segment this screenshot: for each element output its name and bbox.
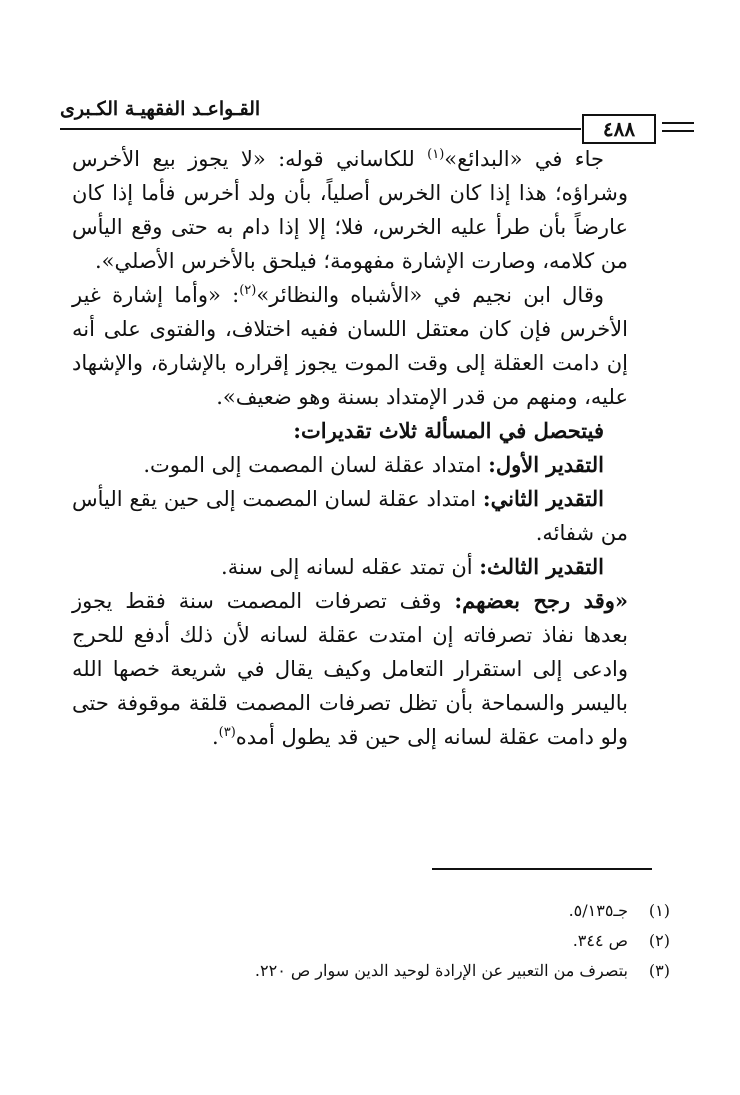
footnote-separator	[432, 868, 652, 870]
estimate-first	[72, 448, 628, 482]
header-double-dash	[662, 122, 694, 132]
footnote-text: ص ٣٤٤.	[572, 931, 628, 950]
footnote-ref-3[interactable]: (٣)	[218, 725, 236, 740]
estimate-label: التقدير الثالث:	[479, 554, 604, 579]
paragraph-end: .	[211, 725, 219, 749]
footnote-number: (٢)	[648, 931, 670, 950]
preference-label: «وقد رجح بعضهم:	[454, 588, 628, 613]
estimate-text: أن تمتد عقله لسانه إلى سنة.	[221, 555, 480, 579]
page-header	[60, 98, 676, 141]
footnote-item	[200, 926, 670, 956]
footnote-number: (١)	[648, 901, 670, 920]
footnote-ref-1[interactable]: (١)	[427, 147, 445, 162]
estimate-second	[72, 482, 628, 550]
paragraph-text: للكاساني قوله: «لا يجوز بيع الأخرس وشراؤه؛ هذا إذا كان الخرس أصلياً، بأن ولد أخرس فأما إذا كان عارضاً بأن طرأ عليه الخرس، فلا؛ إلا إذا دام به حتى وقع اليأس من كلامه، وصارت الإشارة مفهومة؛ فيلحق بالأخرس الأصلي».	[72, 147, 628, 273]
paragraph-preference	[72, 584, 628, 754]
body-text	[72, 142, 628, 754]
paragraph-text: : «وأما إشارة غير الأخرس فإن كان معتقل اللسان ففيه اختلاف، والفتوى على أنه إن دامت العقلة إلى وقت الموت يجوز إقراره بالإشارة، والإشهاد عليه، ومنهم من قدر الإمتداد بسنة وهو ضعيف».	[72, 283, 628, 409]
estimate-label: التقدير الأول:	[488, 452, 604, 477]
footnote-text: جـ٥/١٣٥.	[568, 901, 628, 920]
footnotes	[200, 896, 670, 986]
estimate-text: امتداد عقلة لسان المصمت إلى الموت.	[143, 453, 489, 477]
estimate-third	[72, 550, 628, 584]
paragraph-ibn-nujaym	[72, 278, 628, 414]
header-rule	[60, 128, 581, 130]
footnote-number: (٣)	[648, 961, 670, 980]
footnote-ref-2[interactable]: (٢)	[239, 283, 257, 298]
paragraph-text: جاء في «البدائع»	[444, 147, 604, 171]
paragraph-text: وقال ابن نجيم في «الأشباه والنظائر»	[256, 283, 604, 307]
estimate-text: امتداد عقلة لسان المصمت إلى حين يقع اليأس من شفائه.	[72, 487, 628, 545]
footnote-item	[200, 956, 670, 986]
running-title: القـواعـد الفقهيـة الكـبرى	[60, 98, 261, 120]
paragraph-badai	[72, 142, 628, 278]
footnote-item	[200, 896, 670, 926]
section-heading: فيتحصل في المسألة ثلاث تقديرات:	[293, 418, 604, 443]
paragraph-text: وقف تصرفات المصمت سنة فقط يجوز بعدها نفاذ تصرفاته إن امتدت عقلة لسانه لأن ذلك أدفع للحرج وادعى إلى استقرار التعامل وكيف يقال في شريعة خصها الله باليسر والسماحة بأن تظل تصرفات المصمت قلقة موقوفة حتى ولو دامت عقلة لسانه إلى حين قد يطول أمده	[72, 589, 628, 749]
page-number: ٤٨٨	[582, 114, 656, 144]
footnote-text: بتصرف من التعبير عن الإرادة لوحيد الدين سوار ص ٢٢٠.	[254, 961, 628, 980]
estimate-label: التقدير الثاني:	[482, 486, 604, 511]
